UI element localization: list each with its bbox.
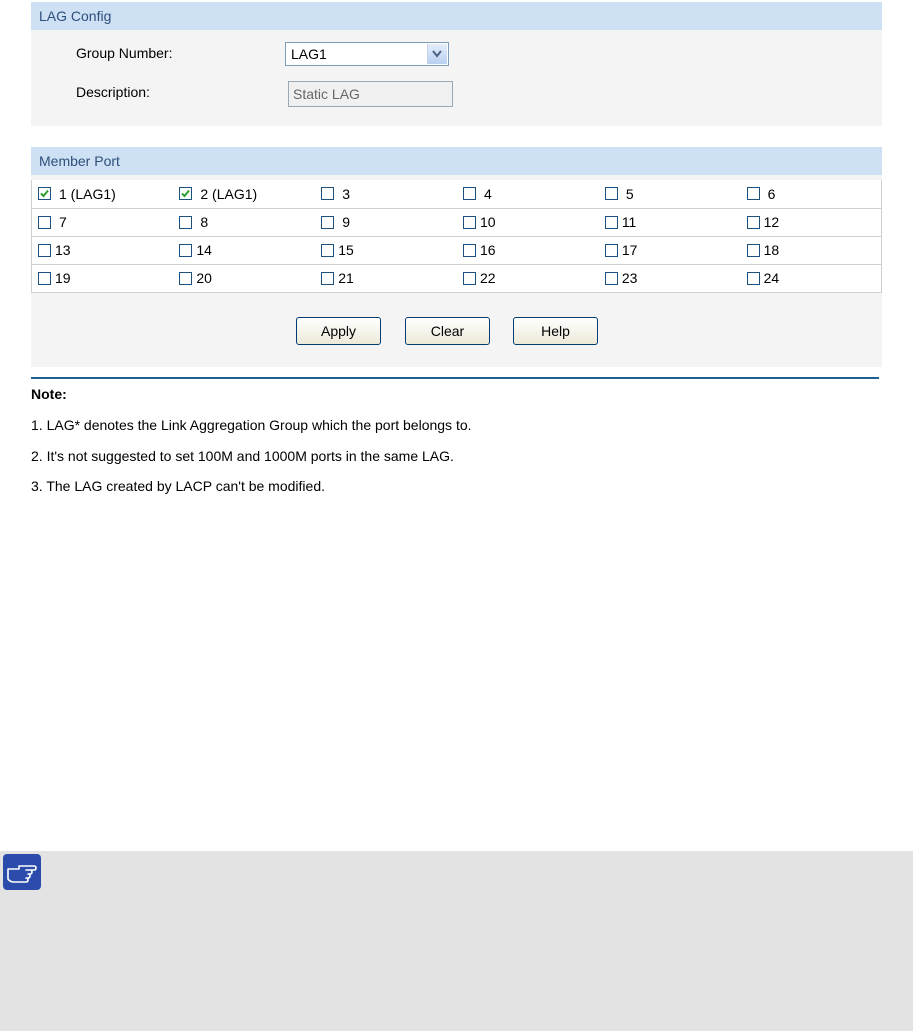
port-label: 19 [55, 270, 71, 286]
port-cell [741, 180, 882, 208]
port-label: 6 [767, 185, 776, 202]
port-cell [32, 208, 174, 236]
port-label: 3 [342, 185, 351, 202]
port-row [32, 180, 882, 208]
port-label: 5 [625, 185, 634, 202]
port-label: 17 [621, 242, 638, 258]
port-row [32, 264, 882, 292]
port-item[interactable] [599, 186, 741, 202]
port-item[interactable] [173, 186, 315, 202]
port-checkbox[interactable] [179, 272, 192, 285]
note-line-2: 2. It's not suggested to set 100M and 1000M ports in the same LAG. [31, 448, 454, 464]
port-item[interactable] [315, 270, 457, 286]
note-divider [31, 377, 879, 379]
port-label: 16 [480, 242, 496, 258]
port-label: 23 [621, 270, 638, 286]
button-row [31, 317, 882, 345]
port-checkbox[interactable] [747, 244, 760, 257]
port-checkbox[interactable] [747, 272, 760, 285]
port-label: 13 [55, 242, 71, 258]
port-row [32, 236, 882, 264]
port-label: 4 [484, 185, 492, 202]
port-cell [32, 264, 174, 292]
port-label: 12 [763, 214, 780, 230]
group-number-label: Group Number: [76, 45, 173, 61]
port-cell [457, 208, 599, 236]
port-checkbox[interactable] [179, 187, 192, 200]
port-item[interactable] [741, 242, 881, 258]
port-cell [315, 208, 457, 236]
port-checkbox[interactable] [605, 187, 618, 200]
port-cell [741, 208, 882, 236]
port-label: 14 [196, 242, 212, 258]
note-line-1: 1. LAG* denotes the Link Aggregation Group which the port belongs to. [31, 417, 472, 433]
port-cell [599, 180, 741, 208]
chevron-down-icon [432, 50, 442, 58]
port-cell [173, 208, 315, 236]
port-label: 11 [621, 214, 637, 230]
port-cell [457, 180, 599, 208]
port-item[interactable] [457, 270, 599, 286]
port-cell [599, 236, 741, 264]
port-label: 9 [342, 214, 351, 230]
port-checkbox[interactable] [38, 216, 51, 229]
port-label: 8 [200, 214, 209, 230]
port-item[interactable] [741, 214, 881, 230]
port-checkbox[interactable] [38, 187, 51, 200]
port-cell [741, 236, 882, 264]
port-cell [315, 236, 457, 264]
group-number-value: LAG1 [291, 46, 327, 62]
port-cell [315, 180, 457, 208]
port-checkbox[interactable] [605, 244, 618, 257]
port-cell [457, 264, 599, 292]
port-checkbox[interactable] [179, 244, 192, 257]
tip-box [0, 851, 913, 1031]
port-checkbox[interactable] [747, 187, 760, 200]
port-checkbox[interactable] [38, 244, 51, 257]
port-item[interactable] [599, 242, 741, 258]
port-checkbox[interactable] [321, 244, 334, 257]
lag-config-header: LAG Config [31, 2, 882, 30]
clear-button[interactable]: Clear [405, 317, 490, 345]
port-cell [315, 264, 457, 292]
port-checkbox[interactable] [605, 216, 618, 229]
checkmark-icon [181, 189, 190, 198]
port-item[interactable] [32, 214, 173, 230]
help-button[interactable]: Help [513, 317, 598, 345]
port-label: 22 [480, 270, 496, 286]
description-field[interactable] [288, 81, 453, 107]
port-row [32, 208, 882, 236]
port-checkbox[interactable] [463, 187, 476, 200]
port-checkbox[interactable] [463, 244, 476, 257]
port-item[interactable] [315, 242, 457, 258]
checkmark-icon [40, 189, 49, 198]
port-item[interactable] [741, 270, 881, 286]
port-cell [173, 264, 315, 292]
port-item[interactable] [315, 214, 457, 230]
port-cell [599, 264, 741, 292]
port-item[interactable] [457, 214, 599, 230]
port-item[interactable] [457, 242, 599, 258]
pointing-hand-icon [3, 854, 41, 890]
port-label: 10 [480, 214, 496, 230]
note-line-3: 3. The LAG created by LACP can't be modified. [31, 478, 325, 494]
port-label: 7 [59, 214, 67, 230]
apply-button[interactable]: Apply [296, 317, 381, 345]
port-item[interactable] [173, 242, 315, 258]
port-cell [32, 180, 174, 208]
port-item[interactable] [457, 186, 599, 202]
port-cell [173, 180, 315, 208]
port-item[interactable] [599, 270, 741, 286]
port-checkbox[interactable] [179, 216, 192, 229]
group-number-select[interactable] [285, 42, 449, 66]
member-port-panel [31, 147, 882, 367]
port-checkbox[interactable] [38, 272, 51, 285]
member-port-header: Member Port [31, 147, 882, 175]
port-cell [599, 208, 741, 236]
port-checkbox[interactable] [463, 272, 476, 285]
port-item[interactable] [32, 270, 173, 286]
description-label: Description: [76, 84, 150, 100]
port-cell [32, 236, 174, 264]
port-label: 20 [196, 270, 212, 286]
port-checkbox[interactable] [321, 216, 334, 229]
note-title: Note: [31, 386, 67, 402]
port-label: 1 (LAG1) [59, 185, 116, 202]
dropdown-button[interactable] [427, 44, 447, 64]
port-cell [457, 236, 599, 264]
port-checkbox[interactable] [321, 187, 334, 200]
port-checkbox[interactable] [747, 216, 760, 229]
port-cell [173, 236, 315, 264]
port-item[interactable] [599, 214, 741, 230]
port-label: 2 (LAG1) [200, 185, 258, 202]
port-label: 24 [763, 270, 780, 286]
port-label: 18 [763, 242, 780, 258]
port-grid [31, 180, 882, 293]
port-label: 15 [338, 242, 354, 258]
port-checkbox[interactable] [321, 272, 334, 285]
port-item[interactable] [741, 186, 881, 202]
port-cell [741, 264, 882, 292]
port-item[interactable] [315, 186, 457, 202]
port-item[interactable] [32, 242, 173, 258]
port-label: 21 [338, 270, 354, 286]
port-checkbox[interactable] [605, 272, 618, 285]
port-item[interactable] [32, 186, 173, 202]
port-item[interactable] [173, 214, 315, 230]
port-checkbox[interactable] [463, 216, 476, 229]
lag-config-panel [31, 2, 882, 126]
port-item[interactable] [173, 270, 315, 286]
